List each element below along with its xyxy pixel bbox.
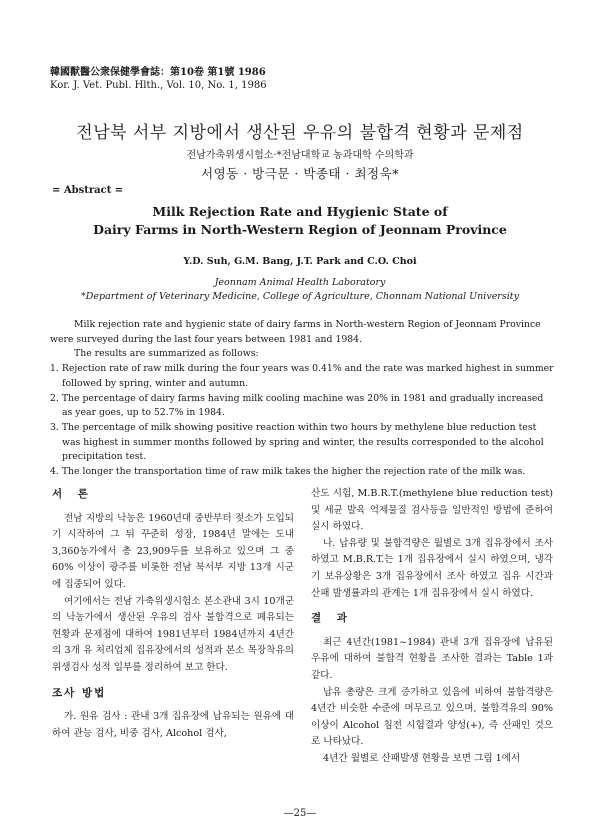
korean-title: 전남북 서부 지방에서 생산된 우유의 불합격 현황과 문제점 (76, 123, 524, 143)
methods-paragraph: 나. 납유량 및 불합격량은 월별로 3개 집유장에서 조사 하였고 M.B.R.T.는 1개 집유장에서 실시 하였으며, 냉각기 보유상황은 3개 집유장에서 조사 하였고 집유 시간과 산패 발생률과의 관계는 1개 집유장에서 실시 하였다. (311, 537, 553, 599)
methods-paragraph: 가. 원유 검사 : 관내 3개 집유장에 납유되는 원유에 대하여 관능 검사, 비중 검사, Alcohol 검사, (52, 711, 294, 739)
methods-paragraph-cont: 산도 시험, M.B.R.T.(methylene blue reduction test) 및 세균 발육 억제물질 검사등을 일반적인 방법에 준하여 실시 하였다. (311, 488, 553, 533)
right-column (311, 486, 553, 768)
journal-citation: Kor. J. Vet. Publ. Hlth., Vol. 10, No. 1, 1986 (50, 80, 267, 91)
results-paragraph: 납유 총량은 크게 증가하고 있음에 비하여 불합격량은 4년간 비슷한 수준에 머무르고 있으며, 불합격유의 90% 이상이 Alcohol 침전 시험결과 양성(+), 즉 산패인 것으로 나타났다. (311, 686, 553, 748)
page-number: —25— (283, 808, 317, 819)
english-authors: Y.D. Suh, G.M. Bang, J.T. Park and C.O. Choi (183, 256, 417, 267)
english-title (0, 203, 600, 239)
abstract-result-item: 1. Rejection rate of raw milk during the four years was 0.41% and the rate was marked highest in summer followed by spring, winter and autumn. (50, 363, 554, 389)
left-column (52, 486, 294, 742)
methods-heading: 조사 방법 (52, 686, 107, 699)
abstract-body (50, 318, 555, 480)
english-title-line1: Milk Rejection Rate and Hygienic State of (152, 204, 448, 219)
abstract-label: = Abstract = (52, 185, 124, 196)
introduction-paragraph: 전남 지방의 낙농은 1960년대 중반부터 젖소가 도입되기 시작하여 그 뒤 꾸준히 성장, 1984년 말에는 도내 3,360농가에서 총 23,909두를 보유하고 있으며 그 중 60% 이상이 광주를 비롯한 전남 북서부 지방 13개 시군에 집중되어 있다. (52, 512, 294, 590)
introduction-paragraph: 여기에서는 전남 가축위생시험소 본소관내 3시 10개군의 낙농가에서 생산된 우유의 검사 불합격으로 폐유되는 현황과 문제점에 대하여 1981년부터 1984년까지 4년간의 3개 유 처리업체 집유장에서의 성적과 본소 목장착유의 위생검사 성적 일부를 정리하여 보고 한다. (52, 595, 294, 673)
abstract-result-item: 3. The percentage of milk showing positive reaction within two hours by methylene blue reduction test was highest in summer months followed by spring and winter, the results corresponded to the alcohol precipitation test. (50, 421, 544, 463)
english-affiliation-university: *Department of Veterinary Medicine, College of Agriculture, Chonnam National University (81, 291, 519, 302)
english-affiliation-lab: Jeonnam Animal Health Laboratory (214, 277, 386, 288)
introduction-heading: 서 론 (52, 488, 94, 500)
results-heading: 결 과 (311, 612, 353, 625)
results-paragraph: 4년간 월별로 산패발생 현황을 보면 그림 1에서 (323, 752, 521, 764)
korean-authors: 서영동 · 방극문 · 박종태 · 최정욱* (201, 166, 399, 181)
korean-affiliation: 전남가축위생시험소·*전남대학교 농과대학 수의학과 (186, 150, 414, 161)
abstract-result-item: 4. The longer the transportation time of raw milk takes the higher the rejection rate of the milk was. (50, 466, 526, 478)
journal-name-hanja: 韓國獸醫公衆保健學會誌：第10卷 第1號 1986 (50, 67, 266, 78)
abstract-summary-intro: The results are summarized as follows: (74, 348, 259, 360)
abstract-results-list (50, 362, 555, 480)
results-paragraph: 최근 4년간(1981~1984) 관내 3개 집유장에 납유된 우유에 대하여 불합격 현황을 조사한 결과는 Table 1과 같다. (311, 636, 553, 681)
english-title-line2: Dairy Farms in North-Western Region of Jeonnam Province (93, 222, 507, 237)
abstract-intro: Milk rejection rate and hygienic state of dairy farms in North-western Region of Jeonnam Province were surveyed during the last four years between 1981 and 1984. (50, 319, 541, 345)
journal-header (50, 66, 267, 92)
abstract-result-item: 2. The percentage of dairy farms having milk cooling machine was 20% in 1981 and gradually increased as year goes, up to 52.7% in 1984. (50, 392, 544, 419)
